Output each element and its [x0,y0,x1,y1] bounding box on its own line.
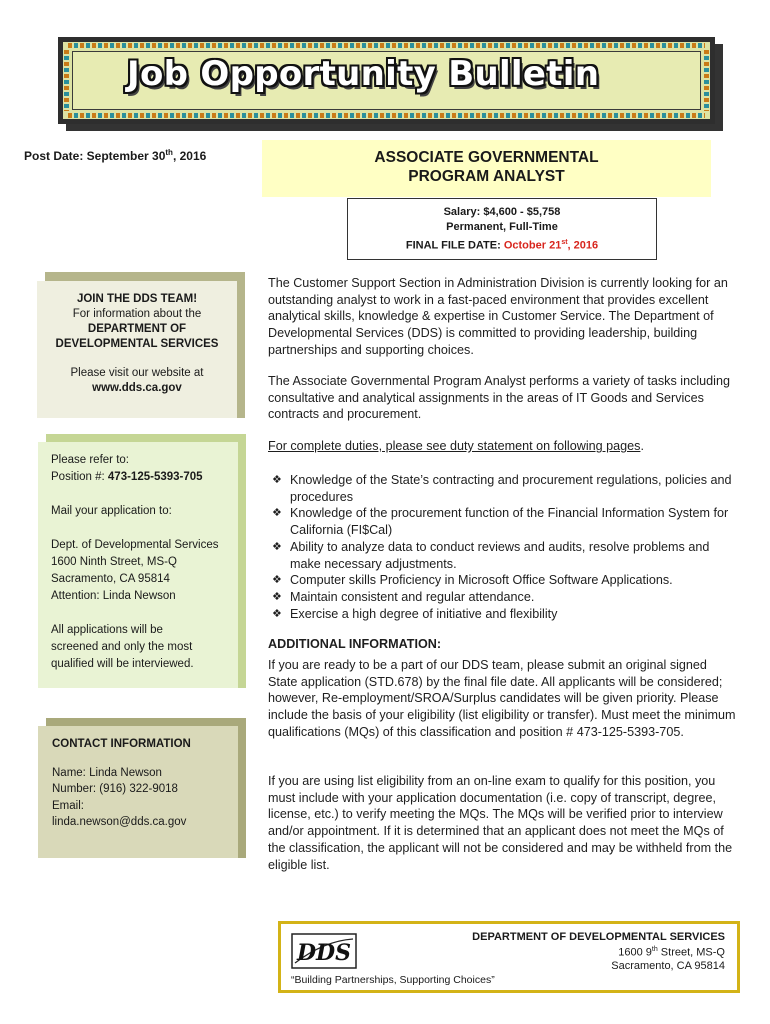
list-item: ❖ Computer skills Proficiency in Microsoft Office Software Applications. [268,572,738,589]
contact-heading: CONTACT INFORMATION [52,738,191,750]
qualification-list [268,472,738,622]
contact-box: CONTACT INFORMATION Name: Linda Newson Number: (916) 322-9018 Email: linda.newson@dds.ca.gov [38,726,238,858]
banner-frame [63,42,710,119]
list-item: ❖ Ability to analyze data to conduct reviews and audits, resolve problems and make necessary adjustments. [268,539,738,572]
duties-paragraph: The Associate Governmental Program Analyst performs a variety of tasks including consultative and analytical assignments in the areas of IT Goods and Services contracts and procurement. [268,374,730,422]
position-number: Position #: 473-125-5393-705 [51,471,203,483]
website-link[interactable]: www.dds.ca.gov [92,382,182,394]
intro-paragraph: The Customer Support Section in Administration Division is currently looking for an outstanding analyst to work in a fast-paced environment that provides excellent analytical skills, knowledge & expertise in Customer Service. The Department of Developmental Services (DDS) is committed to providing leadership, building partnerships and supporting choices. [268,276,728,357]
job-title: ASSOCIATE GOVERNMENTAL PROGRAM ANALYST [262,140,711,197]
additional-info-paragraph: If you are ready to be a part of our DDS team, please submit an original signed State application (STD.678) by the final file date. All applicants will be considered; however, Re-employment/SROA/Surplus candidates will be given priority. Please include the basis of your eligibility (list eligibility or transfer). Must meet the minimum qualifications (MQs) of this classification and position # 473-125-5393-705. [268,658,736,739]
contact-number: Number: (916) 322-9018 [52,783,178,795]
apply-box: Please refer to: Position #: 473-125-5393-705 Mail your application to: Dept. of Developmental Services 1600 Ninth Street, MS-Q Sacramento, CA 95814 Attention: Linda Newson All applications will be screened and only the most qualified will be interviewed. [38,442,238,688]
footer [278,921,740,993]
footer-address-2: Sacramento, CA 95814 [611,960,725,972]
footer-dept: DEPARTMENT OF DEVELOPMENTAL SERVICES [472,931,725,943]
salary-range: Salary: $4,600 - $5,758 [443,206,561,218]
contact-email[interactable]: linda.newson@dds.ca.gov [52,816,187,828]
eligibility-paragraph: If you are using list eligibility from an on-line exam to qualify for this position, you must include with your application documentation (i.e. copy of transcript, degree, license, etc.) to verify meeting the MQs. The MQs will be verified prior to interview and/or appointment. If it is determined that an applicant does not meet the MQs of the classification, the applicant will not be considered and may be withheld from the eligible list. [268,774,733,872]
dds-logo [291,933,357,969]
svg-text:DDS: DDS [296,940,352,966]
join-heading: JOIN THE DDS TEAM! [76,293,198,305]
salary-box [347,198,657,260]
footer-address-1: 1600 9th Street, MS-Q [618,946,725,959]
footer-motto: “Building Partnerships, Supporting Choices” [291,974,495,986]
banner [58,37,715,124]
list-item: ❖ Exercise a high degree of initiative and flexibility [268,606,738,623]
banner-inner [72,51,701,110]
additional-info-heading: ADDITIONAL INFORMATION: [268,637,442,651]
join-box: JOIN THE DDS TEAM! For information about the DEPARTMENT OF DEVELOPMENTAL SERVICES Please visit our website at www.dds.ca.gov [37,281,237,418]
post-date: Post Date: September 30th, 2016 [24,148,207,163]
duty-statement-note: For complete duties, please see duty statement on following pages. [268,439,644,453]
list-item: ❖ Knowledge of the procurement function of the Financial Information System for California (FI$Cal) [268,505,738,538]
final-file-date: FINAL FILE DATE: October 21st, 2016 [405,239,599,252]
tenure: Permanent, Full-Time [446,221,558,233]
contact-name: Name: Linda Newson [52,766,162,779]
list-item: ❖ Maintain consistent and regular attendance. [268,589,738,606]
banner-title: Job Opportunity Bulletin [127,54,600,94]
list-item: ❖ Knowledge of the State’s contracting and procurement regulations, policies and procedures [268,472,738,505]
